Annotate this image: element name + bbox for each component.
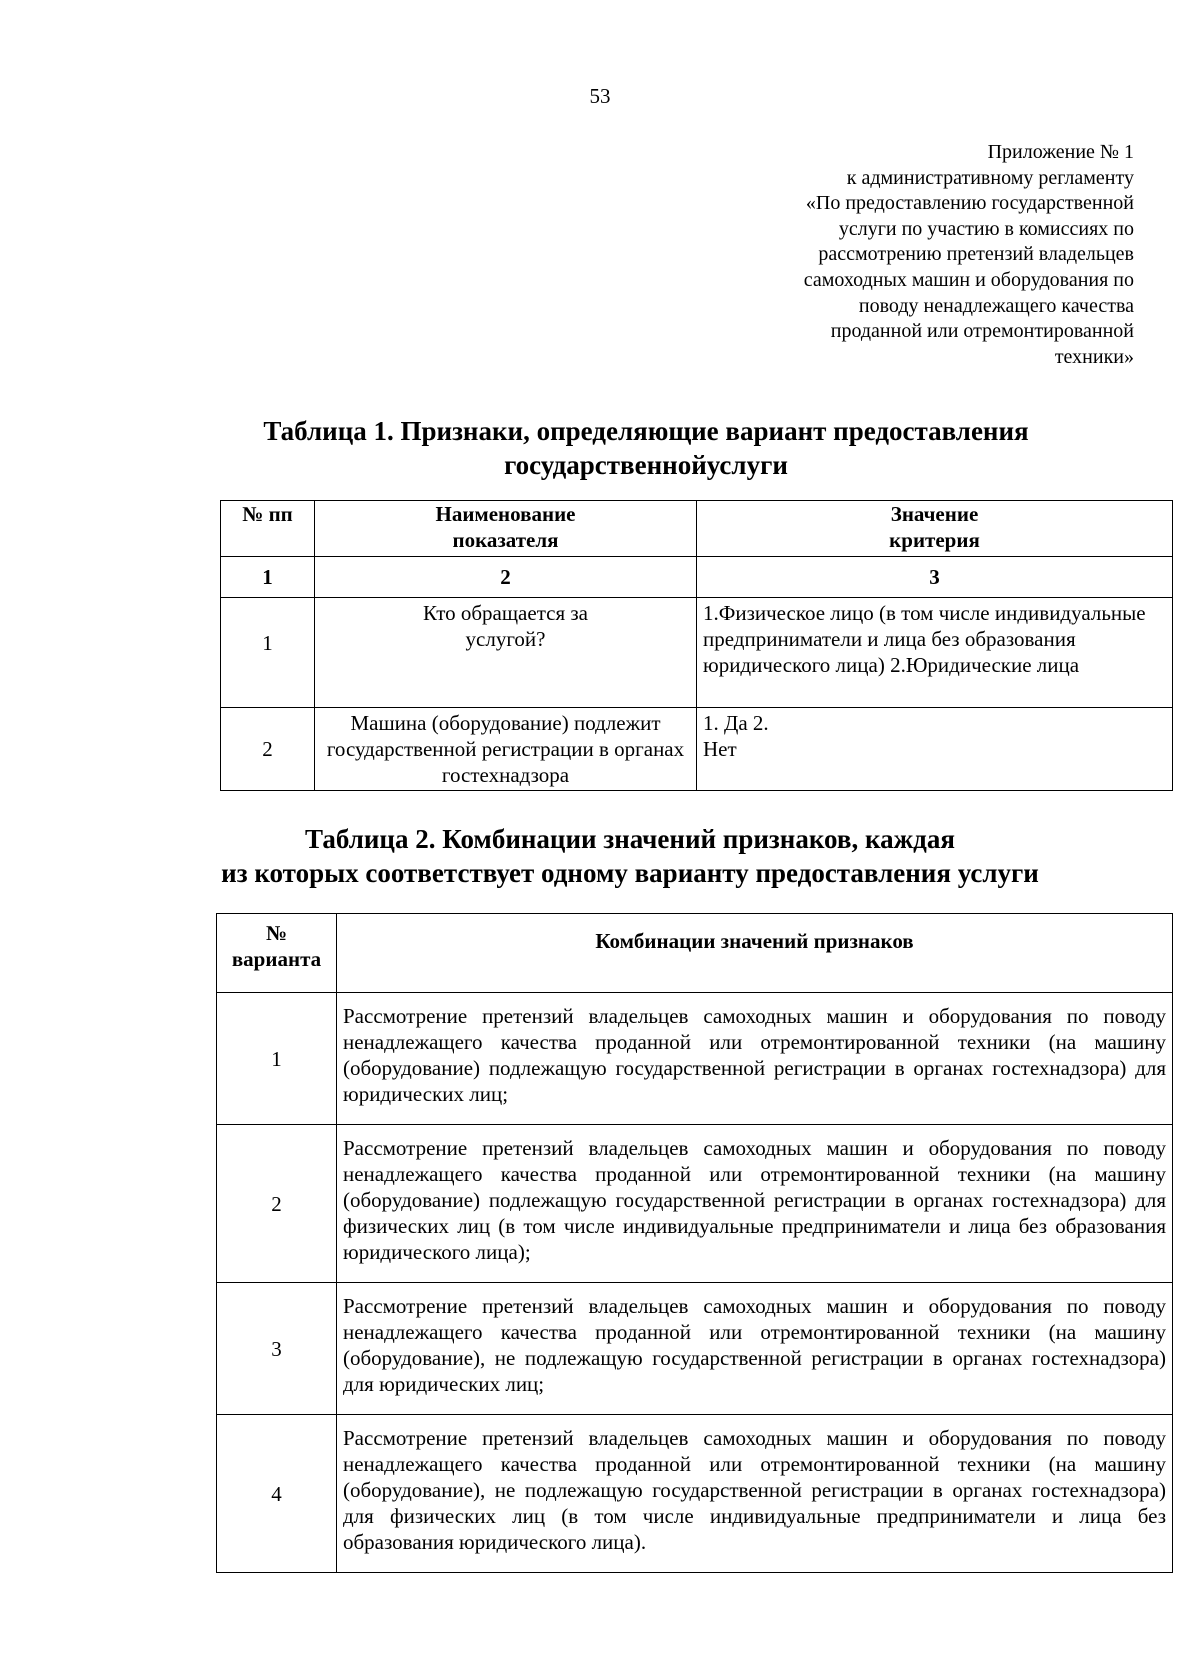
table-row — [217, 1415, 1173, 1573]
column-number: 3 — [697, 557, 1173, 598]
variant-description: Рассмотрение претензий владельцев самоходных машин и оборудования по поводу ненадлежащего качества проданной или отремонтированной техники (на машину (оборудование) подлежащую государственной регистрации в органах гостехнадзора) для юридических лиц; — [337, 993, 1173, 1125]
appendix-line: «По предоставлению государственной — [805, 192, 1134, 215]
row-number: 2 — [221, 708, 315, 791]
table2-title-line: Таблица 2. Комбинации значений признаков, каждая — [305, 824, 955, 854]
appendix-line: к административному регламенту — [846, 166, 1134, 189]
appendix-line: Приложение № 1 — [987, 141, 1134, 163]
variant-description: Рассмотрение претензий владельцев самоходных машин и оборудования по поводу ненадлежащего качества проданной или отремонтированной техники (на машину (оборудование), не подлежащую государственной регистрации в органах гостехнадзора) для физических лиц (в том числе индивидуальные предприниматели и лица без образования юридического лица). — [337, 1415, 1173, 1573]
variant-number: 2 — [217, 1125, 337, 1283]
criterion-value: 1.Физическое лицо (в том числе индивидуальные предприниматели и лица без образования юридического лица) 2.Юридические лица — [697, 598, 1173, 708]
header-number: № пп — [221, 501, 315, 557]
table-row — [221, 598, 1173, 708]
appendix-line: поводу ненадлежащего качества — [858, 294, 1134, 317]
appendix-note — [674, 140, 1134, 370]
column-number: 1 — [221, 557, 315, 598]
table1-title-line: Таблица 1. Признаки, определяющие вариант предоставления — [263, 416, 1029, 446]
variant-number: 3 — [217, 1283, 337, 1415]
row-number: 1 — [221, 598, 315, 708]
table1-title — [46, 414, 1200, 482]
appendix-line: самоходных машин и оборудования по — [803, 268, 1134, 291]
table2-header-row — [217, 914, 1173, 993]
variant-description: Рассмотрение претензий владельцев самоходных машин и оборудования по поводу ненадлежащего качества проданной или отремонтированной техники (на машину (оборудование) подлежащую государственной регистрации в органах гостехнадзора) для физических лиц (в том числе индивидуальные предприниматели и лица без образования юридического лица); — [337, 1125, 1173, 1283]
appendix-line: рассмотрению претензий владельцев — [818, 243, 1134, 266]
table-row — [217, 1125, 1173, 1283]
appendix-line: услуги по участию в комиссиях по — [838, 217, 1134, 240]
criterion-value: 1. Да 2. Нет — [697, 708, 1173, 791]
table1-column-numbers-row — [221, 557, 1173, 598]
table-row — [217, 993, 1173, 1125]
table2-title-line: из которых соответствует одному варианту предоставления услуги — [221, 858, 1039, 888]
table2-title — [30, 822, 1200, 890]
header-combinations: Комбинации значений признаков — [337, 914, 1173, 993]
indicator-name: Машина (оборудование) подлежит государственной регистрации в органах гостехнадзора — [315, 708, 697, 791]
column-number: 2 — [315, 557, 697, 598]
header-variant-number: № варианта — [217, 914, 337, 993]
criteria-table — [220, 500, 1173, 791]
appendix-line: техники» — [1054, 345, 1134, 368]
appendix-line: проданной или отремонтированной — [830, 320, 1134, 343]
table1-header-row — [221, 501, 1173, 557]
indicator-name: Кто обращается за услугой? — [315, 598, 697, 708]
variant-number: 1 — [217, 993, 337, 1125]
table-row — [217, 1283, 1173, 1415]
variant-number: 4 — [217, 1415, 337, 1573]
table1-title-line: государственнойуслуги — [504, 450, 788, 480]
variant-description: Рассмотрение претензий владельцев самоходных машин и оборудования по поводу ненадлежащего качества проданной или отремонтированной техники (на машину (оборудование), не подлежащую государственной регистрации в органах гостехнадзора) для юридических лиц; — [337, 1283, 1173, 1415]
header-indicator-name: Наименование показателя — [315, 501, 697, 557]
table-row — [221, 708, 1173, 791]
variants-table — [216, 913, 1173, 1573]
page-number: 53 — [589, 84, 611, 108]
header-criterion-value: Значение критерия — [697, 501, 1173, 557]
